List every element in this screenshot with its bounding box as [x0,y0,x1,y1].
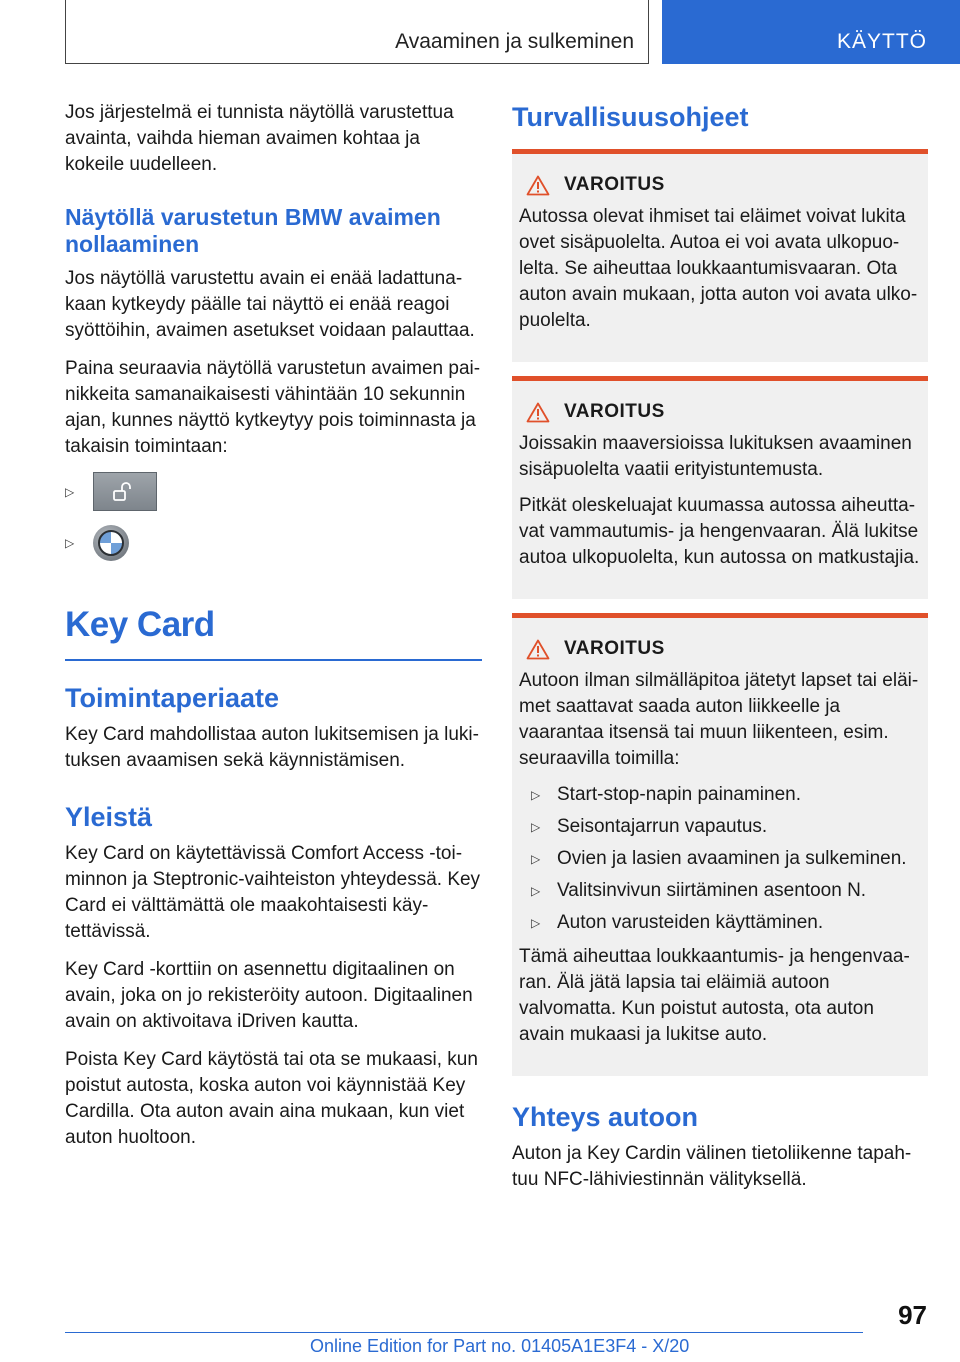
warning-box-2 [512,376,928,599]
general-heading: Yleistä [65,801,153,832]
step-unlock-button [65,472,482,511]
warning-label: VAROITUS [564,401,665,422]
bullet-triangle-icon: ▷ [531,852,541,866]
header-section-box [65,0,649,64]
footer-divider [65,1332,863,1333]
bullet-triangle-icon: ▷ [531,820,541,834]
warning-triangle-icon [526,639,550,660]
bullet-triangle-icon: ▷ [531,884,541,898]
step-bmw-button [65,525,482,561]
bullet-triangle-icon: ▷ [531,916,541,930]
safety-heading: Turvallisuusohjeet [512,102,749,132]
warning-box-3 [512,613,928,1076]
edition-note: Online Edition for Part no. 01405A1E3F4 - X/20 [310,1336,690,1356]
list-item: ▷ Seisontajarrun vapautus. [519,814,920,840]
warning-3-text-2: Tämä aiheuttaa loukkaantumis- ja hengenvaa-ran. Älä jätä lapsia tai eläimiä autoon valvomatta. Kun poistut autosta, ota auton avain mukaasi ja lukitse auto. [519,946,910,1045]
general-paragraph-1: Key Card on käytettävissä Comfort Access -toi-minnon ja Steptronic-vaihteiston yhteydessä. Key Card ei välttämättä ole maakohtaisesti käy-tettävissä. [65,842,481,942]
page-number: 97 [898,1300,927,1330]
intro-paragraph: Jos järjestelmä ei tunnista näytöllä varustettua avainta, vaihda hieman avaimen kohtaa ja kokeile uudelleen. [65,102,454,175]
list-item: ▷ Auton varusteiden käyttäminen. [519,910,920,936]
principle-heading: Toimintaperiaate [65,682,280,713]
reset-heading: Näytöllä varustetun BMW avaimen nollaaminen [65,204,441,257]
reset-paragraph-2: Paina seuraavia näytöllä varustetun avaimen pai-nikkeita samanaikaisesti vähintään 10 sekunnin ajan, kunnes näyttö kytkeytyy pois toiminnasta ja takaisin toimintaan: [65,358,481,457]
warning-1-text: Autossa olevat ihmiset tai eläimet voivat lukita ovet sisäpuolelta. Autoa ei voi avata ulkopuo-lelta. Se aiheuttaa loukkaantumisvaaran. Ota auton avain mukaan, jotta auton voi avata ulko-puolelta. [519,206,918,331]
chapter-label: KÄYTTÖ [836,30,927,53]
warning-label: VAROITUS [564,638,665,659]
step-triangle-icon: ▷ [65,536,75,550]
connection-paragraph: Auton ja Key Cardin välinen tietoliikenne tapah-tuu NFC-lähiviestinnän välityksellä. [512,1143,912,1190]
right-column [512,100,928,1205]
list-item: ▷ Start-stop-napin painaminen. [519,782,920,808]
bullet-triangle-icon: ▷ [531,788,541,802]
keycard-title: Key Card [65,605,215,644]
general-paragraph-2: Key Card -korttiin on asennettu digitaalinen on avain, joka on jo rekisteröity autoon. Digitaalinen avain on aktivoitava iDriven kautta. [65,958,473,1032]
warning-label: VAROITUS [564,174,665,195]
warning-triangle-icon [526,175,550,196]
chapter-tab[interactable] [662,0,960,64]
general-paragraph-3: Poista Key Card käytöstä tai ota se mukaasi, kun poistut autosta, koska auton voi käynnistää Key Cardilla. Ota auton avain aina mukaan, kun viet auton huoltoon. [65,1048,478,1148]
warning-3-list [519,782,920,936]
step-triangle-icon: ▷ [65,484,75,499]
warning-2-text-1: Joissakin maaversioissa lukituksen avaaminen sisäpuolelta vaatii erityistuntemusta. [519,433,912,480]
warning-box-1 [512,149,928,362]
warning-2-text-2: Pitkät oleskeluajat kuumassa autossa aiheutta-vat vammautumis- ja hengenvaaran. Älä lukitse autoa ulkopuolelta, kun autossa on matkustajia. [519,495,920,568]
unlock-key-button-image [93,472,157,511]
principle-paragraph: Key Card mahdollistaa auton lukitsemisen ja luki-tuksen avaamisen sekä käynnistämisen. [65,723,479,771]
connection-heading: Yhteys autoon [512,1102,699,1132]
unlock-icon [112,482,138,502]
warning-3-text-1: Autoon ilman silmälläpitoa jätetyt lapset tai eläi-met saattavat saada auton liikkeelle ja vaarantaa itsensä tai muun liikenteen, esim. seuraavilla toimilla: [519,670,919,769]
reset-paragraph-1: Jos näytöllä varustettu avain ei enää ladattuna-kaan kytkeydy päälle tai näyttö ei enää reagoi syöttöihin, avaimen asetukset voidaan palauttaa. [65,268,475,341]
section-title: Avaaminen ja sulkeminen [395,30,634,53]
list-item: ▷ Ovien ja lasien avaaminen ja sulkeminen. [519,846,920,872]
bmw-logo-icon [93,525,129,561]
left-column [65,100,482,1163]
title-divider [65,659,482,661]
warning-triangle-icon [526,402,550,423]
list-item: ▷ Valitsinvivun siirtäminen asentoon N. [519,878,920,904]
